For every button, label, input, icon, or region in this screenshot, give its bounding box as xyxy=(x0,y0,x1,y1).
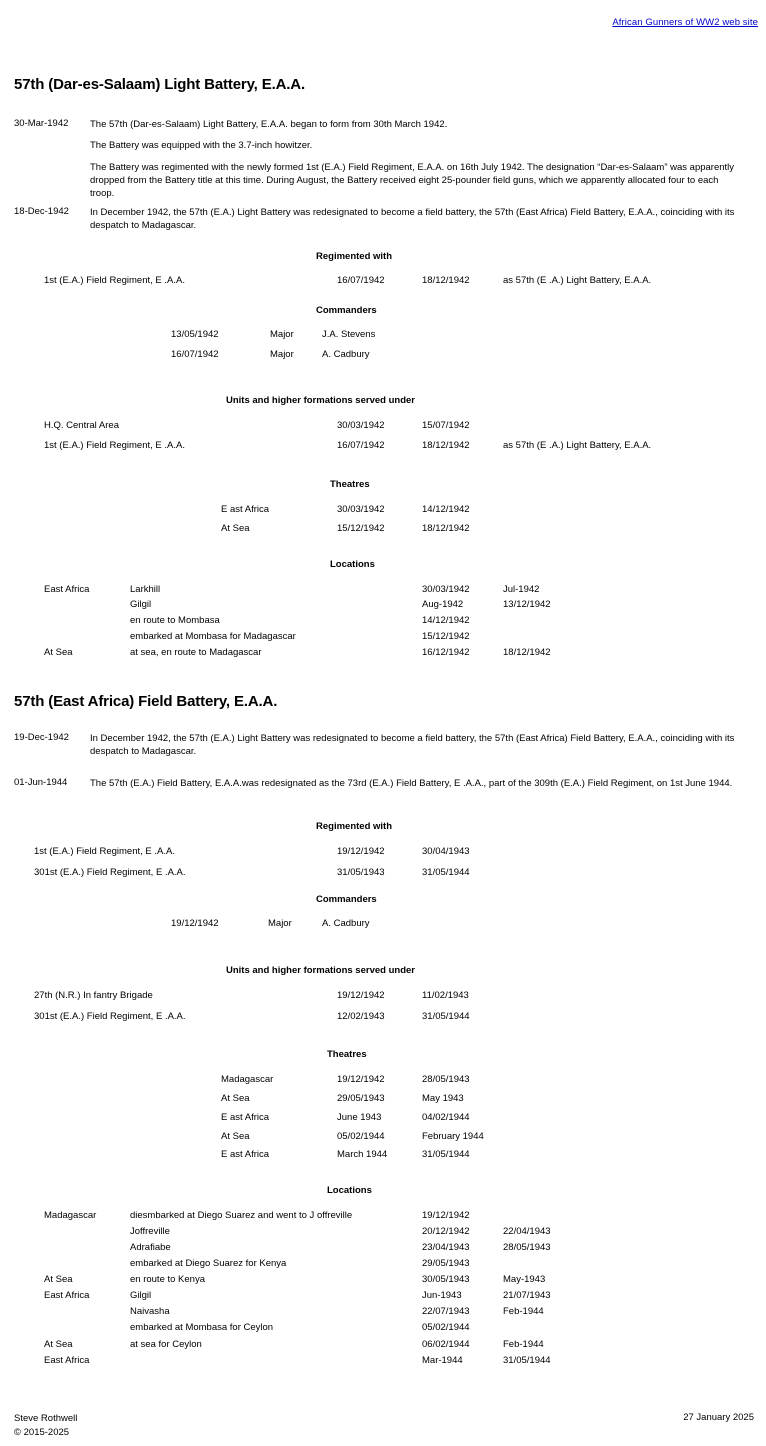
date-from: 31/05/1943 xyxy=(337,867,385,878)
date-from: 15/12/1942 xyxy=(422,631,470,642)
location-place: en route to Mombasa xyxy=(130,615,220,626)
table-row xyxy=(0,419,766,432)
location-theatre: East Africa xyxy=(44,1290,90,1301)
date-from: 12/02/1943 xyxy=(337,1011,385,1022)
table-row xyxy=(0,1148,766,1161)
location-place: embarked at Mombasa for Ceylon xyxy=(130,1322,274,1333)
unit-name: H.Q. Central Area xyxy=(44,420,119,431)
table-row xyxy=(0,1010,766,1023)
entry-body xyxy=(90,732,745,759)
row-note: as 57th (E .A.) Light Battery, E.A.A. xyxy=(503,275,652,286)
footer-date: 27 January 2025 xyxy=(683,1412,754,1423)
date-from: 22/07/1943 xyxy=(422,1306,470,1317)
location-place: embarked at Mombasa for Madagascar xyxy=(130,631,296,642)
battery-2-entry-2 xyxy=(14,777,754,790)
table-row xyxy=(0,1130,766,1143)
date-from: Aug-1942 xyxy=(422,599,464,610)
battery-2-title: 57th (East Africa) Field Battery, E.A.A. xyxy=(14,693,278,710)
table-row xyxy=(0,1273,766,1286)
table-row xyxy=(0,1111,766,1124)
location-theatre: At Sea xyxy=(44,1339,73,1350)
date-from: Jun-1943 xyxy=(422,1290,462,1301)
commander-name: A. Cadbury xyxy=(322,918,370,929)
date-to: Jul-1942 xyxy=(503,584,540,595)
entry-paragraph: The 57th (Dar-es-Salaam) Light Battery, E.A.A. began to form from 30th March 1942. xyxy=(90,119,448,130)
table-row xyxy=(0,1305,766,1318)
section-heading-commanders: Commanders xyxy=(316,305,377,316)
table-row xyxy=(0,583,766,596)
commander-date: 19/12/1942 xyxy=(171,918,219,929)
unit-name: 1st (E.A.) Field Regiment, E .A.A. xyxy=(44,275,185,286)
table-row xyxy=(0,274,766,287)
location-place: Adrafiabe xyxy=(130,1242,171,1253)
entry-body xyxy=(90,777,745,790)
commander-rank: Major xyxy=(270,329,294,340)
table-row xyxy=(0,989,766,1002)
location-place: at sea for Ceylon xyxy=(130,1339,202,1350)
table-row xyxy=(0,630,766,643)
date-from: 29/05/1943 xyxy=(422,1258,470,1269)
entry-body xyxy=(90,118,745,200)
date-from: 16/12/1942 xyxy=(422,647,470,658)
date-from: 29/05/1943 xyxy=(337,1093,385,1104)
date-to: May-1943 xyxy=(503,1274,546,1285)
table-row xyxy=(0,328,766,341)
location-theatre: East Africa xyxy=(44,1355,90,1366)
unit-name: 27th (N.R.) In fantry Brigade xyxy=(34,990,153,1001)
entry-date: 01-Jun-1944 xyxy=(14,777,68,788)
section-heading-regimented-with: Regimented with xyxy=(316,821,393,832)
entry-paragraph: In December 1942, the 57th (E.A.) Light Battery was redesignated to become a field battery, the 57th (East Africa) Field Battery, E.A.A., coinciding with its despatch to Madagascar. xyxy=(90,207,735,232)
location-theatre: At Sea xyxy=(44,1274,73,1285)
date-from: 05/02/1944 xyxy=(337,1131,385,1142)
date-to: 18/12/1942 xyxy=(422,440,470,451)
table-row xyxy=(0,1289,766,1302)
section-heading-units-served-under: Units and higher formations served under xyxy=(226,395,415,406)
date-from: 30/03/1942 xyxy=(422,584,470,595)
theatre-name: At Sea xyxy=(221,523,250,534)
location-place: Larkhill xyxy=(130,584,161,595)
date-from: 30/03/1942 xyxy=(337,420,385,431)
table-row xyxy=(0,866,766,879)
table-row xyxy=(0,1225,766,1238)
table-row xyxy=(0,1257,766,1270)
date-to: 15/07/1942 xyxy=(422,420,470,431)
location-place: en route to Kenya xyxy=(130,1274,205,1285)
entry-paragraph: The 57th (E.A.) Field Battery, E.A.A.was redesignated as the 73rd (E.A.) Field Battery, E .A.A., part of the 309th (E.A.) Field Regiment, on 1st June 1944. xyxy=(90,778,733,789)
entry-date: 30-Mar-1942 xyxy=(14,118,69,129)
date-from: 30/03/1942 xyxy=(337,504,385,515)
commander-date: 13/05/1942 xyxy=(171,329,219,340)
location-place: Gilgil xyxy=(130,599,152,610)
section-heading-units-served-under: Units and higher formations served under xyxy=(226,965,415,976)
date-to: 04/02/1944 xyxy=(422,1112,470,1123)
table-row xyxy=(0,1209,766,1222)
theatre-name: E ast Africa xyxy=(221,1149,270,1160)
footer-author: Steve Rothwell xyxy=(14,1413,78,1424)
date-to: 31/05/1944 xyxy=(422,867,470,878)
location-place: Joffreville xyxy=(130,1226,170,1237)
date-to: February 1944 xyxy=(422,1131,484,1142)
date-to: 18/12/1942 xyxy=(422,275,470,286)
location-place: Gilgil xyxy=(130,1290,152,1301)
date-to: 31/05/1944 xyxy=(503,1355,551,1366)
battery-2-entry-1 xyxy=(14,732,754,759)
date-from: 19/12/1942 xyxy=(337,1074,385,1085)
date-from: March 1944 xyxy=(337,1149,388,1160)
date-from: 16/07/1942 xyxy=(337,440,385,451)
commander-rank: Major xyxy=(270,349,294,360)
entry-paragraph: The Battery was equipped with the 3.7-inch howitzer. xyxy=(90,140,313,152)
date-to: 21/07/1943 xyxy=(503,1290,551,1301)
date-from: 19/12/1942 xyxy=(422,1210,470,1221)
date-to: Feb-1944 xyxy=(503,1306,544,1317)
table-row xyxy=(0,614,766,627)
location-theatre: East Africa xyxy=(44,584,90,595)
table-row xyxy=(0,1354,766,1367)
location-place: at sea, en route to Madagascar xyxy=(130,647,262,658)
location-place: diesmbarked at Diego Suarez and went to J offreville xyxy=(130,1210,353,1221)
entry-date: 18-Dec-1942 xyxy=(14,206,69,217)
footer-copyright: © 2015-2025 xyxy=(14,1426,70,1438)
section-heading-commanders: Commanders xyxy=(316,894,377,905)
date-from: 20/12/1942 xyxy=(422,1226,470,1237)
entry-date: 19-Dec-1942 xyxy=(14,732,69,743)
entry-paragraph: The Battery was regimented with the newly formed 1st (E.A.) Field Regiment, E.A.A. on 16th July 1942. The designation “Dar-es-Salaam” was apparently dropped from the Battery title at this time. During August, the Battery received eight 25-pounder field guns, which we apparently allocated four to each troop. xyxy=(90,161,735,200)
date-to: 13/12/1942 xyxy=(503,599,551,610)
date-from: 30/05/1943 xyxy=(422,1274,470,1285)
date-from: 06/02/1944 xyxy=(422,1339,470,1350)
theatre-name: Madagascar xyxy=(221,1074,274,1085)
entry-body xyxy=(90,206,745,233)
table-row xyxy=(0,598,766,611)
section-heading-locations: Locations xyxy=(327,1185,372,1196)
entry-paragraph: In December 1942, the 57th (E.A.) Light Battery was redesignated to become a field battery, the 57th (East Africa) Field Battery, E.A.A., coinciding with its despatch to Madagascar. xyxy=(90,733,735,758)
table-row xyxy=(0,1338,766,1351)
date-to: 11/02/1943 xyxy=(422,990,469,1001)
date-to: 31/05/1944 xyxy=(422,1149,470,1160)
date-to: May 1943 xyxy=(422,1093,464,1104)
commander-date: 16/07/1942 xyxy=(171,349,219,360)
date-from: 19/12/1942 xyxy=(337,990,385,1001)
commander-rank: Major xyxy=(268,918,292,929)
theatre-name: E ast Africa xyxy=(221,1112,270,1123)
date-to: 14/12/1942 xyxy=(422,504,470,515)
table-row xyxy=(0,348,766,361)
date-to: Feb-1944 xyxy=(503,1339,544,1350)
date-from: 14/12/1942 xyxy=(422,615,470,626)
site-link-row xyxy=(612,17,758,28)
row-note: as 57th (E .A.) Light Battery, E.A.A. xyxy=(503,440,652,451)
section-heading-locations: Locations xyxy=(330,559,375,570)
table-row xyxy=(0,1241,766,1254)
table-row xyxy=(0,1092,766,1105)
table-row xyxy=(0,503,766,516)
section-heading-theatres: Theatres xyxy=(327,1049,367,1060)
date-to: 30/04/1943 xyxy=(422,846,470,857)
location-place: embarked at Diego Suarez for Kenya xyxy=(130,1258,287,1269)
theatre-name: E ast Africa xyxy=(221,504,270,515)
table-row xyxy=(0,1073,766,1086)
location-place: Naivasha xyxy=(130,1306,170,1317)
commander-name: J.A. Stevens xyxy=(322,329,376,340)
section-heading-regimented-with: Regimented with xyxy=(316,251,393,262)
unit-name: 301st (E.A.) Field Regiment, E .A.A. xyxy=(34,1011,186,1022)
commander-name: A. Cadbury xyxy=(322,349,370,360)
table-row xyxy=(0,845,766,858)
table-row xyxy=(0,522,766,535)
unit-name: 1st (E.A.) Field Regiment, E .A.A. xyxy=(44,440,185,451)
date-to: 28/05/1943 xyxy=(422,1074,470,1085)
date-from: June 1943 xyxy=(337,1112,382,1123)
footer-left xyxy=(14,1412,77,1439)
section-heading-theatres: Theatres xyxy=(330,479,370,490)
date-from: 16/07/1942 xyxy=(337,275,385,286)
date-from: 05/02/1944 xyxy=(422,1322,470,1333)
battery-1-entry-2 xyxy=(14,206,754,233)
unit-name: 301st (E.A.) Field Regiment, E .A.A. xyxy=(34,867,186,878)
battery-1-entry-1 xyxy=(14,118,754,200)
african-gunners-site-link[interactable]: African Gunners of WW2 web site xyxy=(612,17,758,28)
date-from: 23/04/1943 xyxy=(422,1242,470,1253)
table-row xyxy=(0,917,766,930)
location-theatre: At Sea xyxy=(44,647,73,658)
unit-name: 1st (E.A.) Field Regiment, E .A.A. xyxy=(34,846,175,857)
date-from: 19/12/1942 xyxy=(337,846,385,857)
date-to: 22/04/1943 xyxy=(503,1226,551,1237)
date-from: Mar-1944 xyxy=(422,1355,463,1366)
date-to: 18/12/1942 xyxy=(422,523,470,534)
table-row xyxy=(0,439,766,452)
location-theatre: Madagascar xyxy=(44,1210,97,1221)
date-to: 18/12/1942 xyxy=(503,647,551,658)
date-to: 28/05/1943 xyxy=(503,1242,551,1253)
theatre-name: At Sea xyxy=(221,1093,250,1104)
table-row xyxy=(0,646,766,659)
table-row xyxy=(0,1321,766,1334)
date-from: 15/12/1942 xyxy=(337,523,385,534)
theatre-name: At Sea xyxy=(221,1131,250,1142)
date-to: 31/05/1944 xyxy=(422,1011,470,1022)
battery-1-title: 57th (Dar-es-Salaam) Light Battery, E.A.A. xyxy=(14,76,305,93)
